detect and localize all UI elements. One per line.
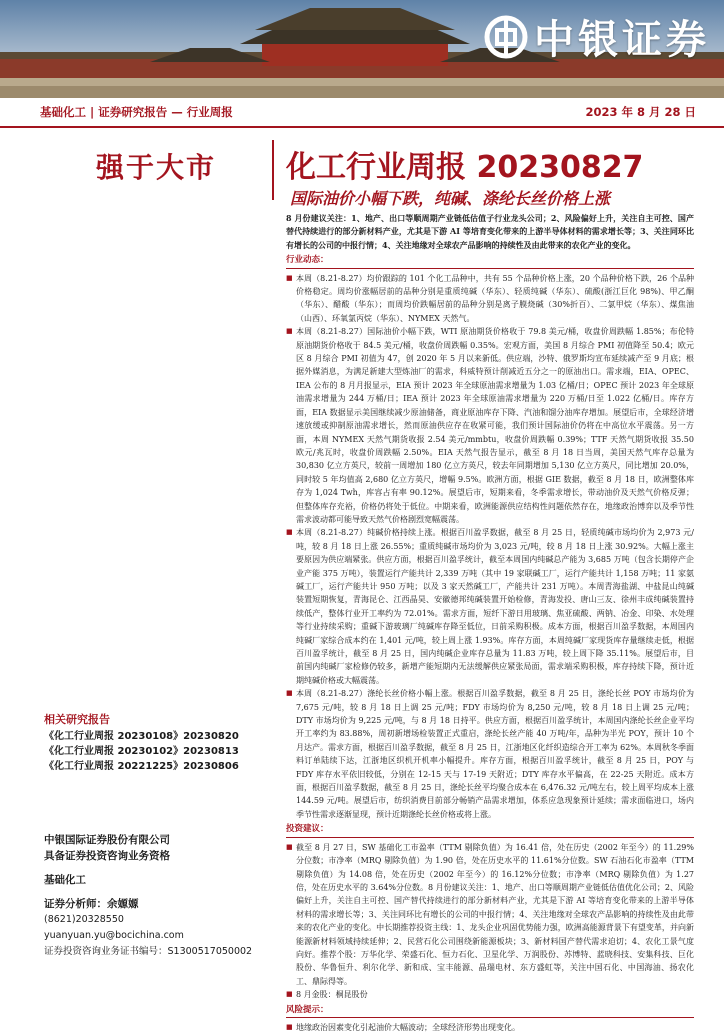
list-item: [286, 988, 694, 1001]
trend-text: 本周（8.21-8.27）纯碱价格持续上涨。根据百川盈孚数据，截至 8 月 25 日，轻质纯碱市场均价为 2,973 元/吨，较 8 月 18 日上涨 26.55%；重质纯碱市场均价为 3,023 元/吨，较 8 月 18 日上涨 30.92%。大幅上涨主要原因为供应端紧张。供应方面，根据百川盈孚统计，截至本周国内纯碱总产能为 3,685 万吨（包含长期停产企业产能 375 万吨），装置运行产能共计 2,339 万吨（其中 19 家联碱工厂，运行产能共计 1,158 万吨；11 家氨碱工厂，运行产能共计 950 万吨；以及 3 家天然碱工厂，产能共计 231 万吨）。本周青海盐湖、中盐昆山纯碱装置短期恢复，青海昆仑、江西晶昊、安徽德邦纯碱装置开始检修，青海发投、唐山三友、徐州丰成纯碱装置持续低产，整体行业开工率约为 72.01%。需求方面，短纤下游日用玻璃、焦亚硫酸、两钠、冶金、印染、水处理等行业持续采购；重碱下游玻璃厂纯碱库存降至低位，日前采购积极。成本方面，根据百川盈孚数据，本周国内纯碱厂家综合成本约在 1,401 元/吨，较上周上涨 1.93%。库存方面，本周纯碱厂家现货库存量继续走低，根据百川盈孚统计，截至 8 月 25 日，国内纯碱企业库存总量为 11.83 万吨，较上周下降 35.11%。展望后市，目前国内纯碱厂家检修仍较多，新增产能短期内无法缓解供应紧张局面，需求端采购积极，库存持续下降，预计近期纯碱价格或大幅震荡。: [296, 528, 694, 685]
bullet-icon: ■: [286, 842, 293, 851]
risk-text: 地缘政治因素变化引起油价大幅波动；全球经济形势出现变化。: [296, 1022, 520, 1032]
company-qualification: 具备证券投资咨询业务资格: [44, 850, 170, 862]
breadcrumb: 基础化工 | 证券研究报告 — 行业周报: [40, 105, 233, 119]
section-title-trends: 行业动态：: [286, 254, 694, 268]
report-info-bar: [0, 98, 724, 128]
bullet-icon: ■: [286, 1022, 293, 1031]
company-name: 中银国际证券股份有限公司: [44, 834, 170, 846]
list-item: [286, 687, 694, 821]
analyst-cert: 证券投资咨询业务证书编号：S1300517050002: [44, 946, 253, 957]
title-divider: [272, 140, 274, 200]
list-item: [286, 272, 694, 326]
report-body: [286, 212, 694, 1034]
bullet-icon: ■: [286, 327, 293, 336]
analyst-phone: (8621)20328550: [44, 914, 124, 925]
advice-text: 8 月金股：桐昆股份: [296, 990, 368, 1000]
sector-label: 基础化工: [44, 874, 86, 886]
list-item: [286, 1021, 694, 1034]
summary-paragraph: 8 月份建议关注：1、地产、出口等顺周期产业链低估值子行业龙头公司；2、风险偏好上升，关注自主可控、国产替代持续进行的部分新材料产业，尤其是下游 AI 等培育变化带来的上游半导体材料的需求增长等；3、关注同环比有增长的公司的中报行情；4、关注地缘对全球农产品影响的持续性及由此带来的农化产业的变化。: [286, 213, 694, 250]
advice-text: 截至 8 月 27 日，SW 基础化工市盈率（TTM 剔除负值）为 16.41 倍，处在历史（2002 年至今）的 11.29%分位数；市净率（MRQ 剔除负值）为 1.90 倍，处在历史水平的 11.61%分位数。SW 石油石化市盈率（TTM 剔除负值）为 14.08 倍，处在历史（2002 年至今）的 16.12%分位数；市净率（MRQ 剔除负值）为 1.27 倍，处在历史水平的 3.64%分位数。8 月份建议关注：1、地产、出口等顺周期产业链低估值优化公司；2、风险偏好上升，关注自主可控、国产替代持续进行的部分新材料产业，尤其是下游 AI 等培育变化带来的上游半导体材料的需求增长等；3、关注同环比有增长的公司的中报行情；4、关注地缘对全球农产品影响的持续性及由此带来的农化产业的变化。中长期推荐投资主线：1、龙头企业巩固优势能力强，欧洲高能源背景下有望变革，并向新能源新材料领域持续延伸；2、民营石化公司围绕新能源板块；3、新材料国产替代需求迫切；4、农化工景气度向好。推荐个股：万华化学、荣盛石化、恒力石化、卫星化学、万润股份、苏博特、蓝晓科技、安集科技、巨化股份、华鲁恒升、利尔化学、新和成、宝丰能源、晶瑞电材、东方盛虹等，关注中国石化、中国海油、扬农化工、鼎际得等。: [296, 842, 694, 986]
trend-text: 本周（8.21-8.27）国际油价小幅下跌，WTI 原油期货价格收于 79.8 美元/桶，收盘价周跌幅 1.85%；布伦特原油期货价格收于 84.5 美元/桶，收盘价周跌幅 0.35%。宏观方面，美国 8 月综合 PMI 初值降至 50.4；欧元区 8 月综合 PMI 初值为 47，创 2020 年 5 月以来新低。供应端，沙特、俄罗斯均宣布延续减产至 9 月底；根据外媒消息，为满足新建大型炼油厂的需求，科威特预计削减近五分之一的原油出口。需求端，EIA、OPEC、IEA 公布的 8 月月报显示，EIA 预计 2023 年全球原油需求增量为 1.03 亿桶/日；OPEC 预计 2023 年全球原油需求增量为 244 万桶/日；IEA 预计 2023 年全球原油需求增量为 220 万桶/日至 1.022 亿桶/日。库存方面，EIA 数据显示美国继续减少原油储备，商业原油库存下降、汽油和馏分油库存增加。展望后市，全球经济增速放缓或抑制原油需求增长，然而原油供应存在收紧可能，我们预计国际油价仍将在中高位水平震荡。另一方面，本周 NYMEX 天然气期货收报 2.54 美元/mmbtu，收盘价周跌幅 0.39%；TTF 天然气期货收报 35.50 欧元/兆瓦时，收盘价周跌幅 2.50%。EIA 天然气报告显示，截至 8 月 18 日当周，美国天然气库存总量为 30,830 亿立方英尺，较前一周增加 180 亿立方英尺，较去年同期增加 5,130 亿立方英尺，同比增加 20.0%，同时较 5 年均值高 2,680 亿立方英尺，增幅 9.5%。欧洲方面，根据 GIE 数据，截至 8 月 18 日，欧洲整体库存为 1,024 Twh，库容占有率 90.12%。展望后市，短期来看，冬季需求增长，带动油价及天然气价格反弹；但整体库存充裕，价格仍将处于低位。中期来看，欧洲能源供应结构性问题依然存在，地缘政治博弈以及季节性需求波动都可能导致天然气价格剧烈宽幅震荡。: [296, 327, 694, 524]
brand-logo: [484, 8, 710, 65]
report-title: 化工行业周报 20230827: [286, 150, 644, 185]
bullet-icon: ■: [286, 990, 293, 999]
report-subtitle: 国际油价小幅下跌，纯碱、涤纶长丝价格上涨: [290, 189, 611, 208]
list-item: [286, 526, 694, 687]
bullet-icon: ■: [286, 689, 293, 698]
brand-name: 中银证券: [534, 17, 710, 63]
analyst-email[interactable]: yuanyuan.yu@bocichina.com: [44, 930, 184, 941]
section-title-risk: 风险提示：: [286, 1004, 694, 1018]
bullet-icon: ■: [286, 528, 293, 537]
section-title-advice: 投资建议：: [286, 823, 694, 837]
related-research: [44, 712, 264, 774]
list-item: [286, 841, 694, 988]
related-heading: 相关研究报告: [44, 713, 110, 726]
related-report-link[interactable]: 《化工行业周报 20230102》20230813: [44, 746, 239, 757]
company-info: [44, 832, 274, 960]
report-date: 2023 年 8 月 28 日: [585, 105, 696, 119]
header-banner: [0, 0, 724, 98]
related-report-link[interactable]: 《化工行业周报 20230108》20230820: [44, 731, 239, 742]
boc-logo-icon: [484, 15, 528, 59]
bullet-icon: ■: [286, 273, 293, 282]
trend-text: 本周（8.21-8.27）均价跟踪的 101 个化工品种中，共有 55 个品种价格上涨，20 个品种价格下跌，26 个品种价格稳定。周均价涨幅居前的品种分别是重质纯碱（华东）、轻质纯碱（华东）、硫酸(浙江巨化 98%)、甲乙酮（华东）、醋酸（华东）；而周均价跌幅居前的品种分别是离子膜烧碱（30%折百）、二氯甲烷（华东）、煤焦油（山西）、环氧氯丙烷（华东）、NYMEX 天然气。: [296, 273, 694, 323]
analyst-name: 证券分析师：余嫄嫄: [44, 898, 139, 910]
list-item: [286, 325, 694, 526]
rating-label: 强于大市: [96, 151, 217, 184]
trend-text: 本周（8.21-8.27）涤纶长丝价格小幅上涨。根据百川盈孚数据，截至 8 月 25 日，涤纶长丝 POY 市场均价为 7,675 元/吨，较 8 月 18 日上调 25 元/吨；FDY 市场均价为 8,250 元/吨，较 8 月 18 日上调 25 元/吨；DTY 市场均价为 9,225 元/吨，与 8 月 18 日持平。供应方面，根据百川盈孚统计，本周国内涤纶长丝企业平均开工率约为 83.88%，周初新增场检装置正式重启，涤纶长丝产能 40 万吨/年，品种为半光 POY，预计 10 个月达产。需求方面，根据百川盈孚数据，截至 8 月 25 日，江浙地区化纤织造综合开工率为 62%。本周秋冬季面料订单陆续下达，江浙地区织机开机率小幅提升。库存方面，根据百川盈孚统计，截至 8 月 25 日，POY 与 FDY 库存水平依旧较低，分别在 12-15 天与 17-19 天附近；DTY 库存水平偏高，在 22-25 天附近。成本方面，根据百川盈孚数据，截至 8 月 25 日，涤纶长丝平均聚合成本在 6,476.32 元/吨左右，较上周平均成本上涨 144.59 元/吨。展望后市，纺织消费目前部分畅销产品需求增加，体系应急现象预计延续；需求面临进口，场内季节性需求逐渐显现，预计近期涤纶长丝价格或将上涨。: [296, 689, 694, 819]
related-report-link[interactable]: 《化工行业周报 20221225》20230806: [44, 761, 239, 772]
